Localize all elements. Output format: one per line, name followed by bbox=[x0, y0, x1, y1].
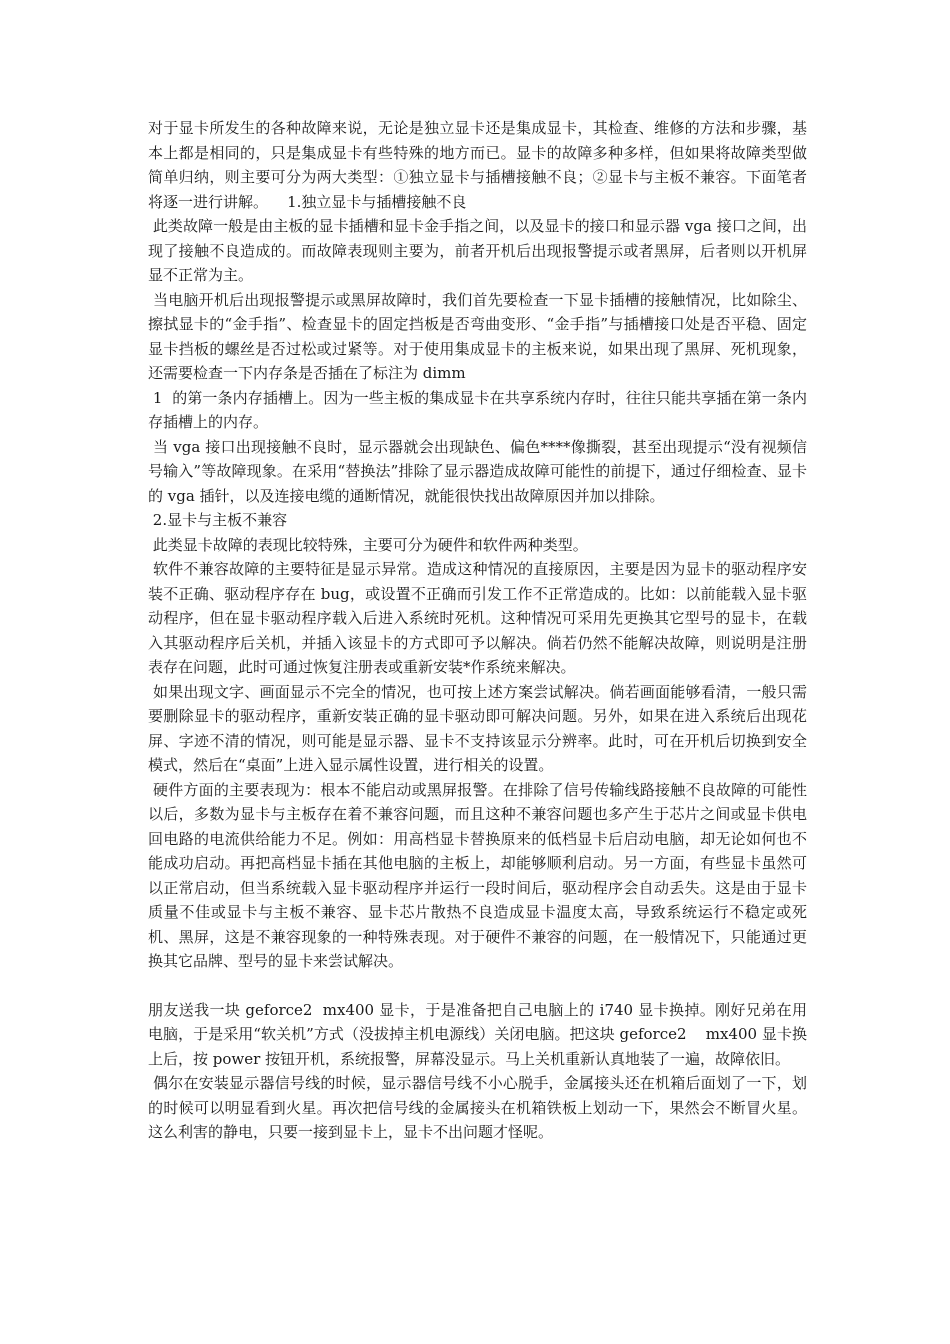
body-paragraph: 当 vga 接口出现接触不良时，显示器就会出现缺色、偏色****像撕裂，甚至出现提示“没有视频信号输入”等故障现象。在采用“替换法”排除了显示器造成故障可能性的前提下，通过仔细检查、显卡的 vga 插针，以及连接电缆的通断情况，就能很快找出故障原因并加以排除。 bbox=[148, 437, 807, 505]
body-paragraph: 如果出现文字、画面显示不完全的情况，也可按上述方案尝试解决。倘若画面能够看清，一般只需要删除显卡的驱动程序，重新安装正确的显卡驱动即可解决问题。另外，如果在进入系统后出现花屏、字迹不清的情况，则可能是显示器、显卡不支持该显示分辨率。此时，可在开机后切换到安全模式，然后在“桌面”上进入显示属性设置，进行相关的设置。 bbox=[148, 682, 807, 774]
paragraph-gap bbox=[148, 974, 807, 998]
body-paragraph: 此类故障一般是由主板的显卡插槽和显卡金手指之间，以及显卡的接口和显示器 vga 接口之间，出现了接触不良造成的。而故障表现则主要为，前者开机后出现报警提示或者黑屏，后者则以开机屏显不正常为主。 bbox=[148, 217, 807, 284]
story-paragraph: 偶尔在安装显示器信号线的时候，显示器信号线不小心脱手，金属接头还在机箱后面划了一下，划的时候可以明显看到火星。再次把信号线的金属接头在机箱铁板上划动一下，果然会不断冒火星。这么利害的静电，只要一接到显卡上，显卡不出问题才怪呢。 bbox=[148, 1074, 807, 1141]
body-paragraph: 硬件方面的主要表现为：根本不能启动或黑屏报警。在排除了信号传输线路接触不良故障的可能性以后，多数为显卡与主板存在着不兼容问题，而且这种不兼容问题也多产生于芯片之间或显卡供电回电路的电流供给能力不足。例如：用高档显卡替换原来的低档显卡后启动电脑，却无论如何也不能成功启动。再把高档显卡插在其他电脑的主板上，却能够顺利启动。另一方面，有些显卡虽然可以正常启动，但当系统载入显卡驱动程序并运行一段时间后，驱动程序会自动丢失。这是由于显卡质量不佳或显卡与主板不兼容、显卡芯片散热不良造成显卡温度太高，导致系统运行不稳定或死机、黑屏，这是不兼容现象的一种特殊表现。对于硬件不兼容的问题，在一般情况下，只能通过更换其它品牌、型号的显卡来尝试解决。 bbox=[148, 780, 807, 970]
story-paragraph: 朋友送我一块 geforce2 mx400 显卡，于是准备把自己电脑上的 i740 显卡换掉。刚好兄弟在用电脑，于是采用“软关机”方式（没拔掉主机电源线）关闭电脑。把这块 geforce2 mx400 显卡换上后，按 power 按钮开机，系统报警，屏幕没显示。马上关机重新认真地装了一遍，故障依旧。 bbox=[148, 1000, 807, 1068]
intro-paragraph: 对于显卡所发生的各种故障来说，无论是独立显卡还是集成显卡，其检查、维修的方法和步骤，基本上都是相同的，只是集成显卡有些特殊的地方而已。显卡的故障多种多样，但如果将故障类型做简单归纳，则主要可分为两大类型：①独立显卡与插槽接触不良；②显卡与主板不兼容。下面笔者将逐一进行讲解。 1.独立显卡与插槽接触不良 bbox=[148, 119, 807, 211]
body-paragraph: 此类显卡故障的表现比较特殊，主要可分为硬件和软件两种类型。 bbox=[148, 535, 588, 554]
body-paragraph: 软件不兼容故障的主要特征是显示异常。造成这种情况的直接原因，主要是因为显卡的驱动程序安装不正确、驱动程序存在 bug，或设置不正确而引发工作不正常造成的。比如：以前能载入显卡驱动程序，但在显卡驱动程序载入后进入系统时死机。这种情况可采用先更换其它型号的显卡，在载入其驱动程序后关机，并插入该显卡的方式即可予以解决。倘若仍然不能解决故障，则说明是注册表存在问题，此时可通过恢复注册表或重新安装*作系统来解决。 bbox=[148, 560, 807, 676]
section-heading: 2.显卡与主板不兼容 bbox=[148, 511, 288, 529]
body-paragraph: 1 的第一条内存插槽上。因为一些主板的集成显卡在共享系统内存时，往往只能共享插在第一条内存插槽上的内存。 bbox=[148, 388, 807, 431]
document-page bbox=[148, 116, 807, 1145]
body-paragraph: 当电脑开机后出现报警提示或黑屏故障时，我们首先要检查一下显卡插槽的接触情况，比如除尘、擦拭显卡的“金手指”、检查显卡的固定挡板是否弯曲变形、“金手指”与插槽接口处是否平稳、固定显卡挡板的螺丝是否过松或过紧等。对于使用集成显卡的主板来说，如果出现了黑屏、死机现象，还需要检查一下内存条是否插在了标注为 dimm bbox=[148, 290, 807, 382]
